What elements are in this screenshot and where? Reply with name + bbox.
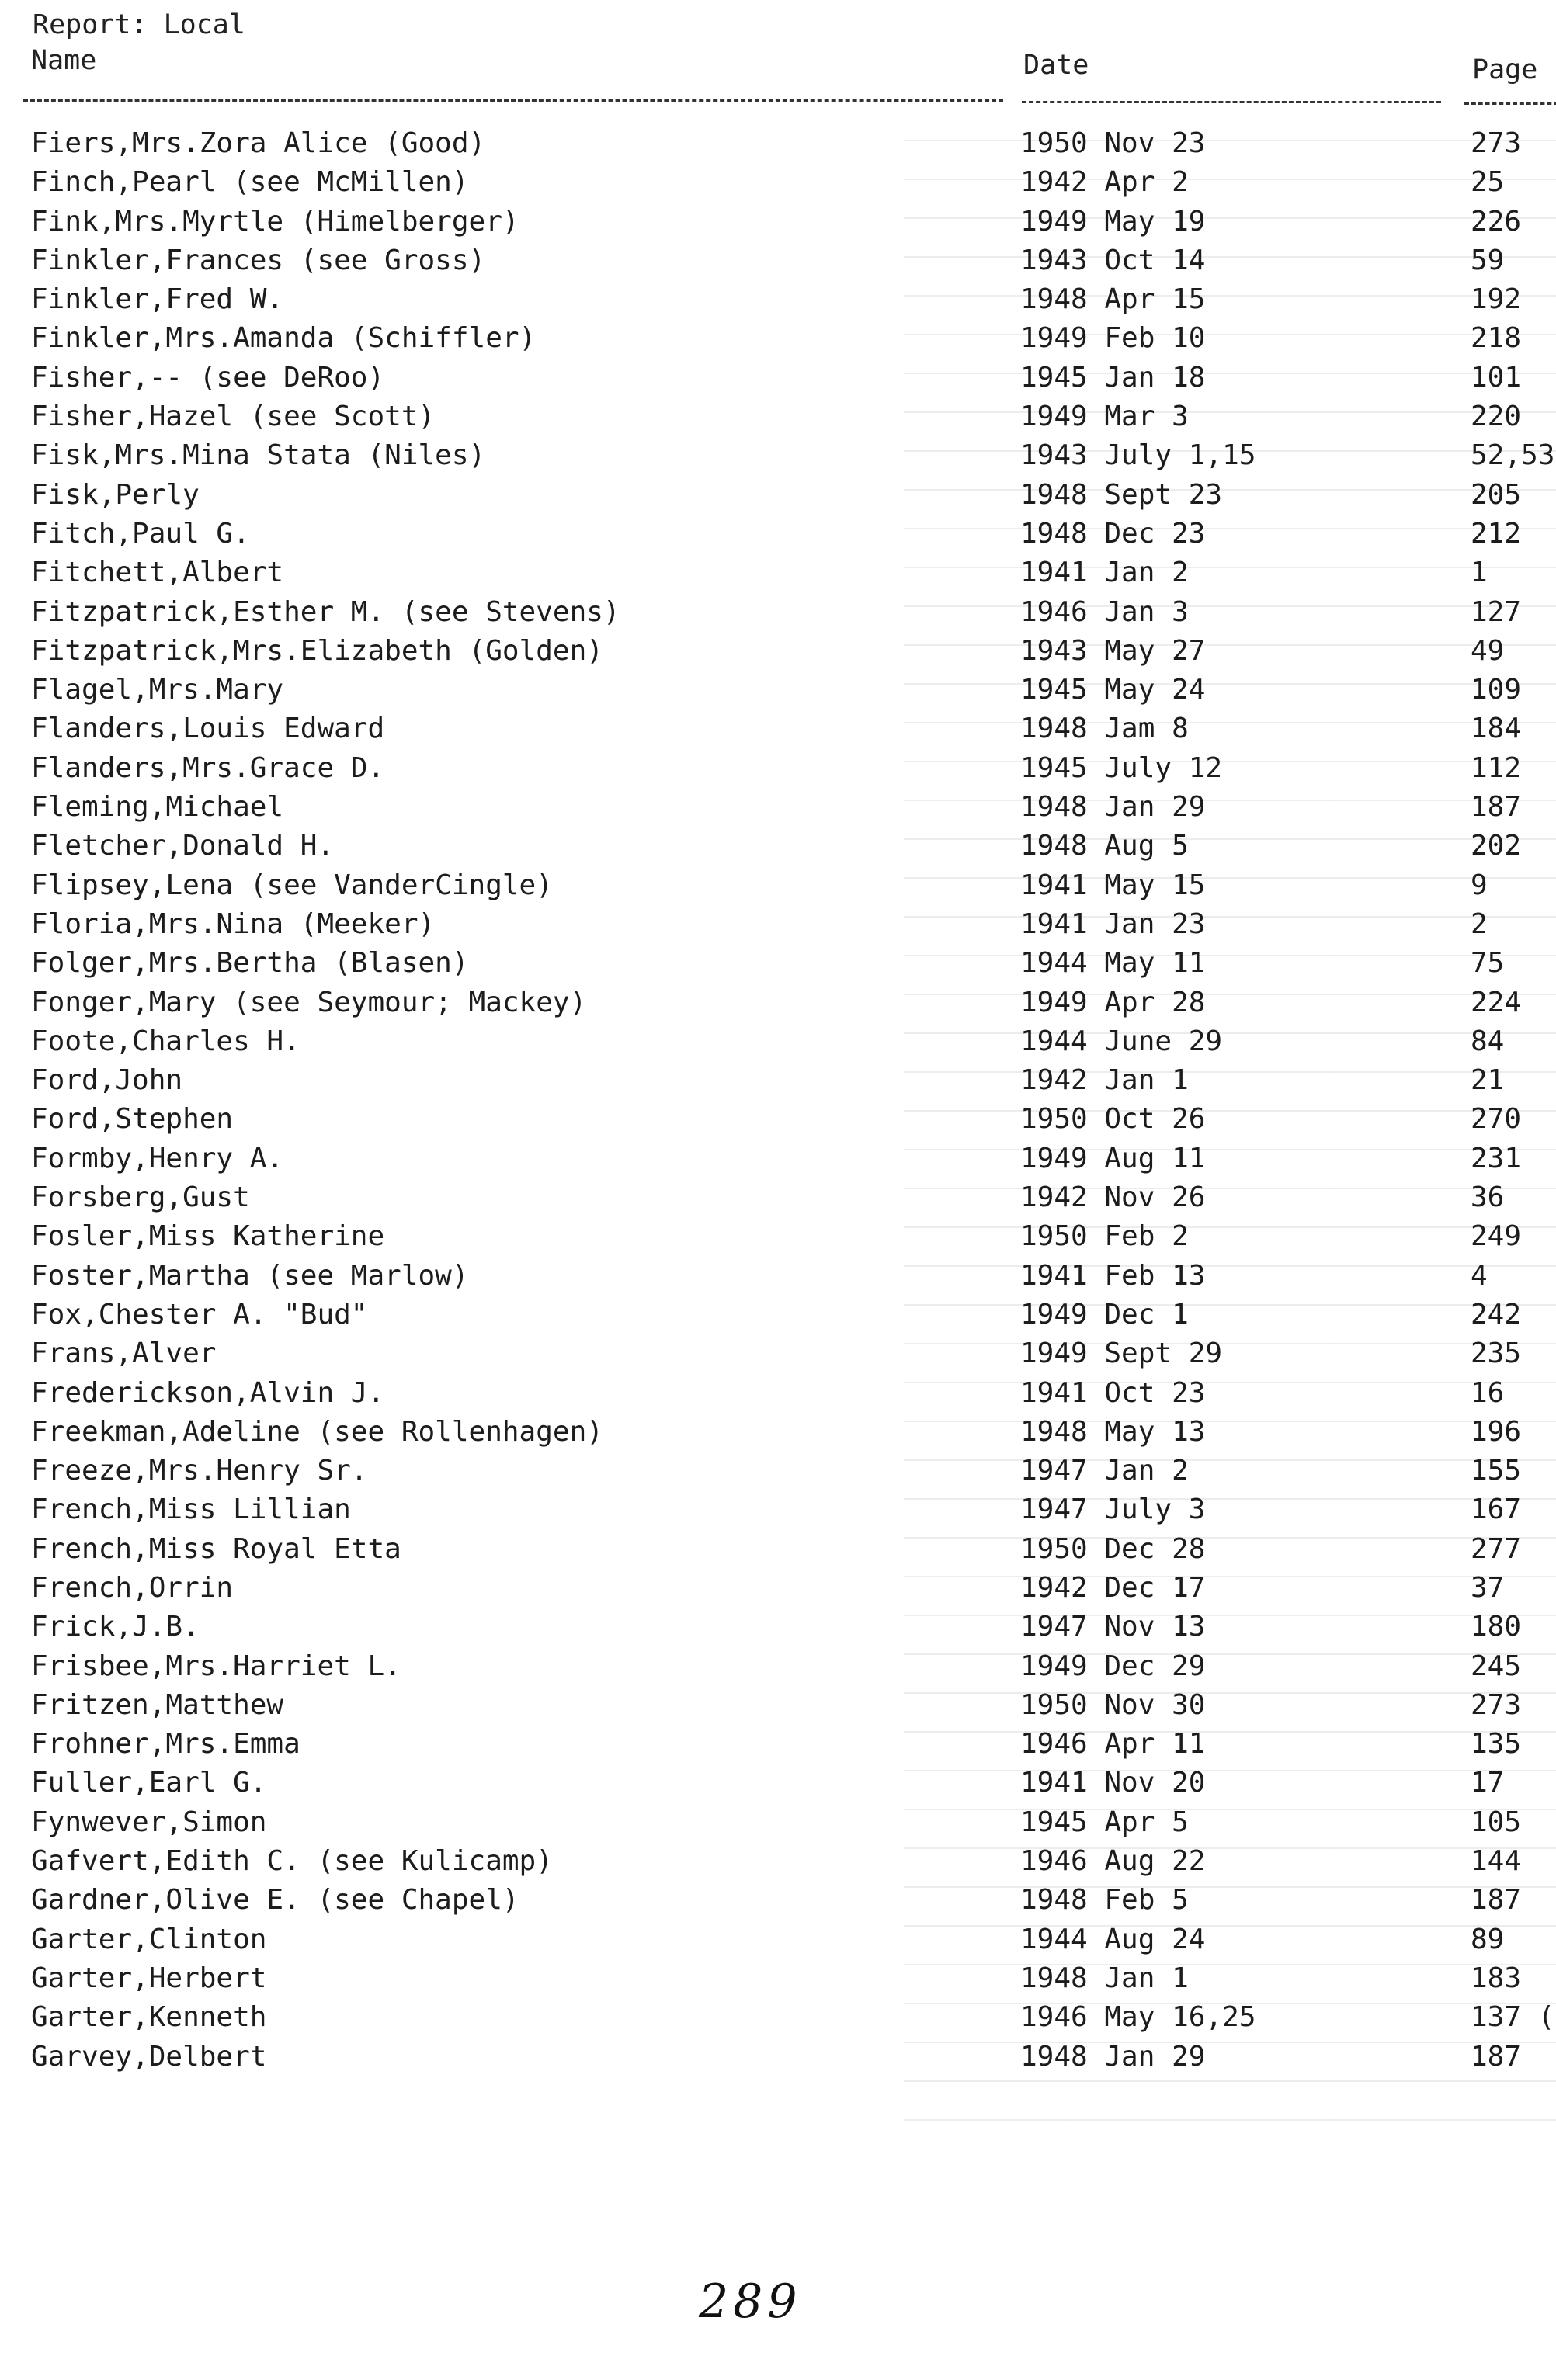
cell-date: 1941 May 15	[1020, 869, 1206, 901]
table-row	[0, 1374, 1556, 1413]
cell-date: 1946 Jan 3	[1020, 595, 1189, 628]
cell-page: 155	[1471, 1455, 1522, 1487]
cell-name: Forsberg,Gust	[31, 1181, 250, 1214]
cell-page: 109	[1471, 674, 1522, 706]
table-row	[0, 553, 1556, 592]
cell-page: 1	[1471, 557, 1488, 589]
cell-page: 277	[1471, 1532, 1522, 1565]
cell-date: 1947 Jan 2	[1020, 1455, 1189, 1487]
cell-page: 49	[1471, 634, 1505, 667]
table-row	[0, 163, 1556, 202]
table-row	[0, 1647, 1556, 1686]
handwritten-page-number: 289	[699, 2274, 802, 2329]
cell-page: 202	[1471, 830, 1522, 862]
cell-page: 245	[1471, 1650, 1522, 1682]
cell-date: 1941 Feb 13	[1020, 1259, 1206, 1292]
table-row	[0, 436, 1556, 475]
cell-name: Fitch,Paul G.	[31, 517, 250, 550]
report-label: Report: Local	[33, 9, 245, 40]
cell-date: 1944 May 11	[1020, 947, 1206, 980]
cell-date: 1941 Nov 20	[1020, 1767, 1206, 1799]
cell-date: 1949 Aug 11	[1020, 1142, 1206, 1174]
table-row	[0, 1100, 1556, 1139]
table-row	[0, 944, 1556, 983]
cell-name: Fisher,-- (see DeRoo)	[31, 361, 385, 394]
cell-date: 1949 Dec 1	[1020, 1298, 1189, 1331]
cell-page: 21	[1471, 1064, 1505, 1097]
table-row	[0, 359, 1556, 397]
table-row	[0, 1061, 1556, 1100]
table-row	[0, 709, 1556, 748]
cell-page: 101	[1471, 361, 1522, 394]
cell-page: 135	[1471, 1728, 1522, 1761]
table-row	[0, 1803, 1556, 1842]
cell-date: 1950 Nov 30	[1020, 1688, 1206, 1721]
cell-name: Flagel,Mrs.Mary	[31, 674, 284, 706]
table-row	[0, 827, 1556, 866]
table-row	[0, 1140, 1556, 1178]
column-header-name: Name	[31, 45, 97, 76]
cell-page: 137 (	[1471, 2001, 1555, 2034]
cell-date: 1950 Nov 23	[1020, 127, 1206, 159]
cell-page: 226	[1471, 205, 1522, 238]
cell-page: 224	[1471, 986, 1522, 1018]
table-row	[0, 476, 1556, 515]
cell-name: Garter,Clinton	[31, 1923, 267, 1955]
cell-date: 1945 Jan 18	[1020, 361, 1206, 394]
cell-date: 1948 Feb 5	[1020, 1884, 1189, 1917]
cell-date: 1946 May 16,25	[1020, 2001, 1256, 2034]
cell-date: 1943 Oct 14	[1020, 244, 1206, 276]
cell-date: 1948 Sept 23	[1020, 478, 1223, 511]
table-row	[0, 1022, 1556, 1061]
cell-date: 1950 Dec 28	[1020, 1532, 1206, 1565]
cell-name: Fiers,Mrs.Zora Alice (Good)	[31, 127, 486, 159]
cell-page: 25	[1471, 166, 1505, 199]
cell-name: Ford,Stephen	[31, 1103, 234, 1136]
cell-name: Frans,Alver	[31, 1337, 217, 1370]
column-header-date: Date	[1023, 50, 1089, 81]
cell-date: 1941 Jan 23	[1020, 907, 1206, 940]
cell-page: 89	[1471, 1923, 1505, 1955]
cell-date: 1946 Apr 11	[1020, 1728, 1206, 1761]
cell-page: 16	[1471, 1376, 1505, 1409]
cell-page: 75	[1471, 947, 1505, 980]
cell-page: 2	[1471, 907, 1488, 940]
cell-date: 1948 Dec 23	[1020, 517, 1206, 550]
cell-page: 59	[1471, 244, 1505, 276]
header-rule-page	[1464, 102, 1556, 105]
cell-page: 105	[1471, 1806, 1522, 1838]
table-row	[0, 1725, 1556, 1764]
cell-date: 1949 Mar 3	[1020, 401, 1189, 433]
cell-date: 1941 Jan 2	[1020, 557, 1189, 589]
cell-date: 1949 Apr 28	[1020, 986, 1206, 1018]
table-row	[0, 241, 1556, 280]
cell-page: 196	[1471, 1415, 1522, 1448]
cell-name: Fosler,Miss Katherine	[31, 1220, 385, 1253]
table-row	[0, 1257, 1556, 1296]
cell-name: Foster,Martha (see Marlow)	[31, 1259, 469, 1292]
cell-name: Fleming,Michael	[31, 791, 284, 824]
cell-date: 1950 Oct 26	[1020, 1103, 1206, 1136]
cell-date: 1948 Aug 5	[1020, 830, 1189, 862]
cell-name: Fitzpatrick,Esther M. (see Stevens)	[31, 595, 620, 628]
cell-date: 1941 Oct 23	[1020, 1376, 1206, 1409]
cell-name: Flipsey,Lena (see VanderCingle)	[31, 869, 553, 901]
cell-date: 1945 Apr 5	[1020, 1806, 1189, 1838]
cell-name: Fuller,Earl G.	[31, 1767, 267, 1799]
cell-page: 273	[1471, 1688, 1522, 1721]
table-row	[0, 1334, 1556, 1373]
table-row	[0, 749, 1556, 788]
cell-date: 1945 July 12	[1020, 751, 1223, 784]
cell-name: French,Miss Royal Etta	[31, 1532, 401, 1565]
cell-name: Flanders,Louis Edward	[31, 713, 385, 745]
cell-page: 249	[1471, 1220, 1522, 1253]
table-row	[0, 1920, 1556, 1959]
cell-page: 218	[1471, 322, 1522, 355]
cell-date: 1948 Jan 29	[1020, 2040, 1206, 2073]
table-row	[0, 280, 1556, 319]
table-row	[0, 515, 1556, 553]
table-row	[0, 1686, 1556, 1725]
table-row	[0, 1413, 1556, 1452]
cell-page: 187	[1471, 1884, 1522, 1917]
cell-page: 167	[1471, 1494, 1522, 1526]
cell-name: Gafvert,Edith C. (see Kulicamp)	[31, 1845, 553, 1878]
table-row	[0, 1608, 1556, 1646]
cell-name: Fisher,Hazel (see Scott)	[31, 401, 436, 433]
cell-date: 1946 Aug 22	[1020, 1845, 1206, 1878]
cell-date: 1949 May 19	[1020, 205, 1206, 238]
cell-name: French,Miss Lillian	[31, 1494, 351, 1526]
cell-name: Finch,Pearl (see McMillen)	[31, 166, 469, 199]
cell-page: 192	[1471, 283, 1522, 316]
cell-name: Finkler,Frances (see Gross)	[31, 244, 486, 276]
cell-name: Garter,Kenneth	[31, 2001, 267, 2034]
cell-date: 1947 July 3	[1020, 1494, 1206, 1526]
cell-date: 1948 Jam 8	[1020, 713, 1189, 745]
cell-date: 1950 Feb 2	[1020, 1220, 1189, 1253]
table-row	[0, 319, 1556, 358]
table-row	[0, 1569, 1556, 1608]
cell-name: Folger,Mrs.Bertha (Blasen)	[31, 947, 469, 980]
cell-name: Fink,Mrs.Myrtle (Himelberger)	[31, 205, 519, 238]
cell-page: 270	[1471, 1103, 1522, 1136]
cell-name: Freeze,Mrs.Henry Sr.	[31, 1455, 368, 1487]
table-row	[0, 1764, 1556, 1802]
table-row	[0, 671, 1556, 709]
table-row	[0, 203, 1556, 241]
cell-name: Floria,Mrs.Nina (Meeker)	[31, 907, 436, 940]
cell-date: 1949 Dec 29	[1020, 1650, 1206, 1682]
cell-name: Finkler,Mrs.Amanda (Schiffler)	[31, 322, 537, 355]
table-row	[0, 905, 1556, 944]
cell-page: 112	[1471, 751, 1522, 784]
cell-date: 1945 May 24	[1020, 674, 1206, 706]
cell-name: Fox,Chester A. "Bud"	[31, 1298, 368, 1331]
cell-date: 1947 Nov 13	[1020, 1611, 1206, 1643]
cell-name: Garter,Herbert	[31, 1962, 267, 1994]
cell-name: Fitzpatrick,Mrs.Elizabeth (Golden)	[31, 634, 603, 667]
cell-page: 37	[1471, 1571, 1505, 1604]
table-row	[0, 593, 1556, 632]
table-row	[0, 1959, 1556, 1998]
cell-name: Frick,J.B.	[31, 1611, 200, 1643]
cell-page: 187	[1471, 791, 1522, 824]
cell-name: Frohner,Mrs.Emma	[31, 1728, 300, 1761]
cell-name: Fisk,Perly	[31, 478, 200, 511]
cell-page: 242	[1471, 1298, 1522, 1331]
cell-page: 36	[1471, 1181, 1505, 1214]
column-header-page: Page	[1472, 54, 1538, 85]
cell-page: 183	[1471, 1962, 1522, 1994]
cell-date: 1942 Apr 2	[1020, 166, 1189, 199]
cell-date: 1942 Nov 26	[1020, 1181, 1206, 1214]
cell-date: 1948 Jan 29	[1020, 791, 1206, 824]
cell-name: Frisbee,Mrs.Harriet L.	[31, 1650, 401, 1682]
table-row	[0, 1530, 1556, 1569]
cell-page: 17	[1471, 1767, 1505, 1799]
table-row	[0, 1452, 1556, 1490]
cell-page: 84	[1471, 1025, 1505, 1057]
table-row	[0, 1998, 1556, 2037]
cell-page: 4	[1471, 1259, 1488, 1292]
cell-date: 1949 Feb 10	[1020, 322, 1206, 355]
table-row	[0, 1881, 1556, 1920]
cell-name: Formby,Henry A.	[31, 1142, 284, 1174]
cell-date: 1942 Dec 17	[1020, 1571, 1206, 1604]
cell-page: 180	[1471, 1611, 1522, 1643]
cell-name: Freekman,Adeline (see Rollenhagen)	[31, 1415, 603, 1448]
cell-name: Frederickson,Alvin J.	[31, 1376, 385, 1409]
table-row	[0, 1296, 1556, 1334]
header-rule-date	[1022, 101, 1441, 103]
table-row	[0, 984, 1556, 1022]
index-table	[0, 124, 1556, 2076]
cell-page: 212	[1471, 517, 1522, 550]
header-rule-name	[23, 99, 1003, 102]
cell-name: Garvey,Delbert	[31, 2040, 267, 2073]
cell-page: 144	[1471, 1845, 1522, 1878]
table-row	[0, 2038, 1556, 2076]
cell-name: Fletcher,Donald H.	[31, 830, 335, 862]
cell-date: 1948 Jan 1	[1020, 1962, 1189, 1994]
table-row	[0, 1490, 1556, 1529]
cell-date: 1948 Apr 15	[1020, 283, 1206, 316]
table-row	[0, 124, 1556, 163]
cell-name: Flanders,Mrs.Grace D.	[31, 751, 385, 784]
cell-page: 273	[1471, 127, 1522, 159]
cell-date: 1944 Aug 24	[1020, 1923, 1206, 1955]
table-row	[0, 788, 1556, 827]
cell-page: 231	[1471, 1142, 1522, 1174]
cell-date: 1949 Sept 29	[1020, 1337, 1223, 1370]
cell-date: 1943 July 1,15	[1020, 439, 1256, 472]
table-row	[0, 1178, 1556, 1217]
cell-page: 127	[1471, 595, 1522, 628]
table-row	[0, 397, 1556, 436]
cell-name: Fynwever,Simon	[31, 1806, 267, 1838]
cell-name: Fisk,Mrs.Mina Stata (Niles)	[31, 439, 486, 472]
cell-name: Ford,John	[31, 1064, 183, 1097]
cell-page: 220	[1471, 401, 1522, 433]
cell-page: 187	[1471, 2040, 1522, 2073]
cell-page: 9	[1471, 869, 1488, 901]
cell-page: 52,53	[1471, 439, 1555, 472]
cell-date: 1943 May 27	[1020, 634, 1206, 667]
cell-name: Fonger,Mary (see Seymour; Mackey)	[31, 986, 587, 1018]
cell-date: 1942 Jan 1	[1020, 1064, 1189, 1097]
cell-name: Fitchett,Albert	[31, 557, 284, 589]
table-row	[0, 632, 1556, 671]
table-row	[0, 866, 1556, 905]
cell-date: 1944 June 29	[1020, 1025, 1223, 1057]
cell-page: 235	[1471, 1337, 1522, 1370]
cell-name: Foote,Charles H.	[31, 1025, 300, 1057]
cell-name: Fritzen,Matthew	[31, 1688, 284, 1721]
table-row	[0, 1842, 1556, 1881]
cell-name: Gardner,Olive E. (see Chapel)	[31, 1884, 519, 1917]
cell-date: 1948 May 13	[1020, 1415, 1206, 1448]
cell-page: 205	[1471, 478, 1522, 511]
cell-page: 184	[1471, 713, 1522, 745]
cell-name: Finkler,Fred W.	[31, 283, 284, 316]
cell-name: French,Orrin	[31, 1571, 234, 1604]
table-row	[0, 1217, 1556, 1256]
